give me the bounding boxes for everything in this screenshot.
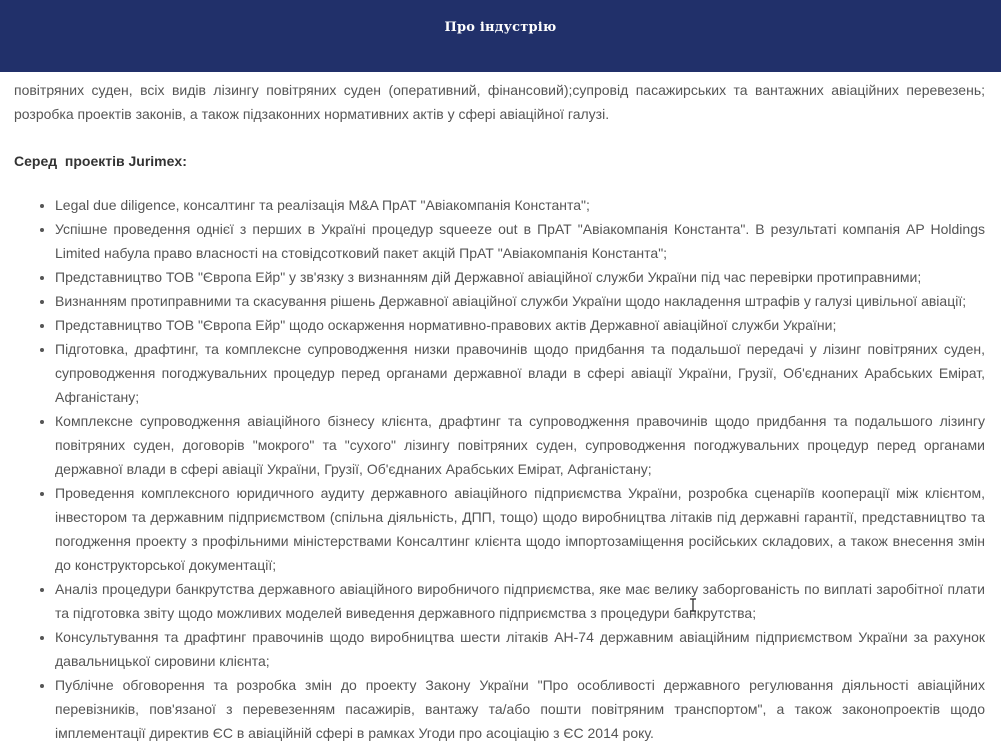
list-item: • Представництво ТОВ "Європа Ейр" у зв'язку з визнанням дій Державної авіаційної служби України під час перевірки протиправними; (55, 265, 985, 289)
list-item: • Проведення комплексного юридичного аудиту державного авіаційного підприємства України, розробка сценаріїв кооперації між клієнтом, інвестором та державним підприємством (спільна діяльність, ДПП, тощо) щодо виробництва літаків під державні гарантії, представництво та погодження проекту з профільними міністерствами Консалтинг клієнта щодо імпортозаміщення російських складових, а також внесення змін до конструкторської документації; (55, 481, 985, 577)
page-title: Про індустрію (444, 19, 557, 35)
list-item: • Визнанням протиправними та скасування рішень Державної авіаційної служби України щодо накладення штрафів у галузі цивільної авіації; (55, 289, 985, 313)
intro-paragraph: повітряних суден, всіх видів лізингу повітряних суден (оперативний, фінансовий);супровід пасажирських та вантажних авіаційних перевезень; розробка проектів законів, а також підзаконних нормативних актів у сфері авіаційної галузі. (14, 82, 985, 122)
list-item: • Консультування та драфтинг правочинів щодо виробництва шести літаків АН-74 державним авіаційним підприємством України за рахунок давальницької сировини клієнта; (55, 625, 985, 673)
list-item: • Підготовка, драфтинг, та комплексне супроводження низки правочинів щодо придбання та подальшої передачі у лізинг повітряних суден, супроводження погоджувальних процедур перед органами державної влади в сфері авіації України, Грузії, Об'єднаних Арабських Емірат, Афганістану; (55, 337, 985, 409)
list-item: • Legal due diligence, консалтинг та реалізація M&A ПрАТ "Авіакомпанія Константа"; (55, 193, 985, 217)
text-cursor-icon (689, 598, 697, 612)
page-header (0, 0, 1001, 72)
list-item: • Успішне проведення однієї з перших в Україні процедур squeeze out в ПрАТ "Авіакомпанія Константа". В результаті компанія AP Holdings Limited набула право власності на стовідсотковий пакет акцій ПрАТ "Авіакомпанія Константа"; (55, 217, 985, 265)
projects-list (14, 193, 985, 745)
list-item: • Комплексне супроводження авіаційного бізнесу клієнта, драфтинг та супроводження правочинів щодо придбання та подальшого лізингу повітряних суден, договорів "мокрого" та "сухого" лізингу повітряних суден, супроводження погоджувальних процедур перед органами державної влади в сфері авіації України, Грузії, Об'єднаних Арабських Емірат, Афганістану; (55, 409, 985, 481)
list-item: • Аналіз процедури банкрутства державного авіаційного виробничого підприємства, яке має велику заборгованість по виплаті заробітної плати та підготовка звіту щодо можливих моделей виведення державного підприємства з процедури банкрутства; (55, 577, 985, 625)
projects-heading: Серед проектів Jurimex: (14, 153, 187, 169)
list-item: • Представництво ТОВ "Європа Ейр" щодо оскарження нормативно-правових актів Державної авіаційної служби України; (55, 313, 985, 337)
article-content (14, 78, 985, 748)
list-item: • Публічне обговорення та розробка змін до проекту Закону України "Про особливості державного регулювання діяльності авіаційних перевізників, пов'язаної з перевезенням пасажирів, вантажу та/або пошти повітряним транспортом", а також законопроектів щодо імплементації директив ЄС в авіаційній сфері в рамках Угоди про асоціацію з ЄС 2014 року. (55, 673, 985, 745)
